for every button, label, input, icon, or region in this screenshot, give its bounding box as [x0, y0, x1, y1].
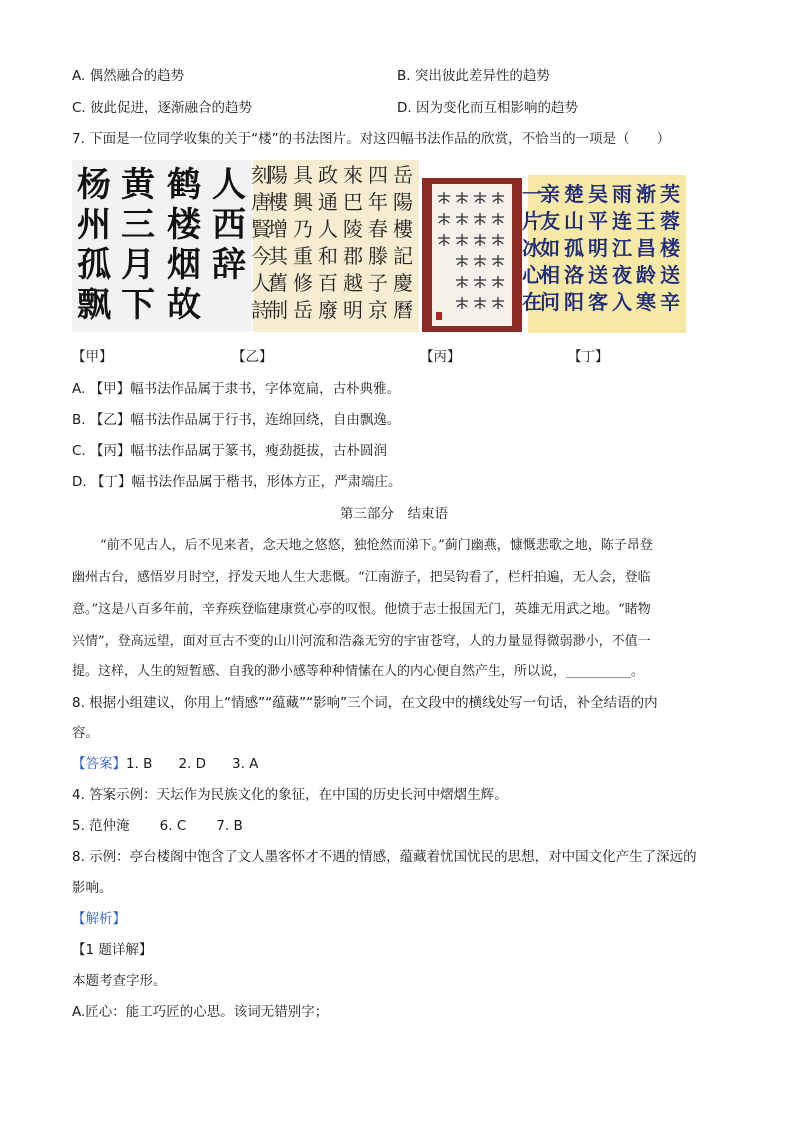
- calligraphy-char: 王: [636, 209, 656, 233]
- seal-glyph: [474, 297, 486, 309]
- seal-glyph: [492, 213, 504, 225]
- q7-option-c: C. 【丙】幅书法作品属于篆书，瘦劲挺拔，古朴圆润: [72, 443, 388, 459]
- calligraphy-ding-image: [522, 175, 686, 333]
- calligraphy-char: 飘: [77, 285, 111, 325]
- calligraphy-char: 春: [368, 217, 388, 241]
- q7-stem: 7. 下面是一位同学收集的关于“楼”的书法图片。对这四幅书法作品的欣赏，不恰当的一项是（ ）: [72, 131, 671, 147]
- calligraphy-char: 具: [293, 163, 313, 187]
- answer-3: 3. A: [232, 756, 259, 772]
- part3-para-line: 意。”这是八百多年前，辛弃疾登临建康赏心亭的叹恨。他愤于志士报国无门，英雄无用武之地。“睹物: [72, 602, 651, 617]
- part3-para-line: [72, 663, 644, 681]
- calligraphy-char: 寒: [636, 290, 656, 314]
- q7-option-d: D. 【丁】幅书法作品属于楷书，形体方正，严肃端庄。: [72, 474, 402, 490]
- q6-option-b: B. 突出彼此差异性的趋势: [397, 68, 550, 84]
- calligraphy-char: 辞: [212, 245, 246, 285]
- seal-glyph: [474, 234, 486, 246]
- q7-option-a: A. 【甲】幅书法作品属于隶书，字体宽扁，古朴典雅。: [72, 381, 401, 397]
- seal-glyph: [456, 276, 468, 288]
- seal-glyph: [456, 213, 468, 225]
- answer-7: 7. B: [216, 818, 243, 834]
- calligraphy-char: 鹤: [167, 165, 201, 205]
- calligraphy-char: 送: [588, 263, 608, 287]
- label-yi: 【乙】: [232, 349, 273, 365]
- calligraphy-char: 西: [212, 205, 246, 245]
- part3-para-line: 幽州古台，感悟岁月时空，抒发天地人生大悲慨。“江南游子，把吴钩看了，栏杆拍遍，无人会，登临: [72, 570, 651, 585]
- seal-glyph: [438, 234, 450, 246]
- analysis-tag: 【解析】: [72, 911, 126, 927]
- calligraphy-char: 亲: [540, 182, 560, 206]
- calligraphy-char: 三: [121, 205, 155, 245]
- calligraphy-char: 越: [343, 271, 363, 295]
- calligraphy-char: 平: [588, 209, 608, 233]
- calligraphy-char: 芙: [660, 182, 680, 206]
- calligraphy-char: 吴: [588, 182, 608, 206]
- q7-option-b: B. 【乙】幅书法作品属于行书，连绵回绕，自由飘逸。: [72, 412, 401, 428]
- calligraphy-char: 人: [251, 271, 271, 295]
- calligraphy-char: 岳: [293, 298, 313, 322]
- calligraphy-char: 重: [293, 244, 313, 268]
- seal-glyph: [492, 297, 504, 309]
- calligraphy-char: 州: [77, 205, 111, 245]
- calligraphy-char: 故: [167, 285, 201, 325]
- calligraphy-char: 辛: [660, 290, 680, 314]
- answer-2: 2. D: [178, 756, 207, 772]
- answer-6: 6. C: [159, 818, 187, 834]
- part3-para-text: 提。这样，人生的短暂感、自我的渺小感等种种情愫在人的内心便自然产生，所以说，: [72, 664, 567, 679]
- calligraphy-char: 政: [318, 163, 338, 187]
- calligraphy-char: 下: [121, 285, 155, 325]
- calligraphy-char: 乃: [293, 217, 313, 241]
- calligraphy-char: 洛: [564, 263, 584, 287]
- answer-1: 1. B: [126, 756, 153, 772]
- answer-row-1: [72, 755, 258, 773]
- answer-8-line2: 影响。: [72, 880, 113, 896]
- calligraphy-char: 記: [393, 244, 413, 268]
- calligraphy-char: 入: [612, 290, 632, 314]
- analysis-q1-intro: 本题考查字形。: [72, 973, 167, 989]
- q6-option-a: A. 偶然融合的趋势: [72, 68, 185, 84]
- calligraphy-char: 今: [251, 244, 271, 268]
- calligraphy-char: 陽: [393, 190, 413, 214]
- calligraphy-char: 一: [522, 182, 542, 206]
- seal-glyph: [474, 255, 486, 267]
- part3-heading: 第三部分 结束语: [340, 506, 448, 522]
- calligraphy-char: 友: [540, 209, 560, 233]
- calligraphy-char: 黄: [121, 165, 155, 205]
- calligraphy-char: 修: [293, 271, 313, 295]
- calligraphy-char: 舊: [268, 271, 288, 295]
- calligraphy-char: 孤: [77, 245, 111, 285]
- red-seal-stamp: [436, 312, 442, 320]
- calligraphy-char: 雨: [612, 182, 632, 206]
- calligraphy-char: 四: [368, 163, 388, 187]
- answer-8-line1: 8. 示例：亭台楼阁中饱含了文人墨客怀才不遇的情感，蕴藏着忧国忧民的思想，对中国文化产生了深远的: [72, 849, 697, 865]
- part3-blank: __________。: [566, 664, 645, 679]
- calligraphy-char: 慶: [393, 271, 413, 295]
- seal-glyph: [456, 255, 468, 267]
- answer-4: 4. 答案示例：天坛作为民族文化的象征，在中国的历史长河中熠熠生辉。: [72, 787, 508, 803]
- calligraphy-ding-svg: [522, 175, 686, 333]
- calligraphy-char: 岳: [393, 163, 413, 187]
- seal-glyph: [456, 297, 468, 309]
- calligraphy-char: 问: [540, 290, 560, 314]
- calligraphy-char: 興: [293, 190, 313, 214]
- answer-row-5: [72, 817, 243, 835]
- calligraphy-char: 賢: [251, 217, 271, 241]
- calligraphy-char: 杨: [77, 165, 111, 205]
- calligraphy-char: 唐: [251, 190, 271, 214]
- answer-tag: 【答案】: [72, 756, 126, 772]
- calligraphy-char: 子: [368, 271, 388, 295]
- calligraphy-char: 心: [522, 263, 542, 287]
- calligraphy-char: 年: [368, 190, 388, 214]
- calligraphy-char: 龄: [636, 263, 656, 287]
- seal-glyph: [438, 213, 450, 225]
- calligraphy-char: 巴: [343, 190, 363, 214]
- label-ding: 【丁】: [568, 349, 609, 365]
- calligraphy-char: 陵: [343, 217, 363, 241]
- calligraphy-char: 明: [588, 236, 608, 260]
- calligraphy-char: 京: [368, 298, 388, 322]
- q6-option-d: D. 因为变化而互相影响的趋势: [397, 100, 578, 116]
- calligraphy-char: 楼: [660, 236, 680, 260]
- calligraphy-char: 楼: [167, 205, 201, 245]
- calligraphy-char: 烟: [167, 245, 201, 285]
- calligraphy-char: 客: [588, 290, 608, 314]
- calligraphy-char: 曆: [393, 298, 413, 322]
- calligraphy-char: 樓: [393, 217, 413, 241]
- q6-option-c: C. 彼此促进，逐渐融合的趋势: [72, 100, 253, 116]
- seal-glyph: [474, 192, 486, 204]
- calligraphy-char: 片: [522, 209, 542, 233]
- calligraphy-char: 夜: [612, 263, 632, 287]
- calligraphy-char: 楚: [564, 182, 584, 206]
- calligraphy-char: 滕: [368, 244, 388, 268]
- seal-glyph: [456, 192, 468, 204]
- analysis-q1-a: A.匠心：能工巧匠的心思。该词无错别字；: [72, 1004, 329, 1020]
- calligraphy-char: 昌: [636, 236, 656, 260]
- calligraphy-char: 阳: [564, 290, 584, 314]
- calligraphy-char: 來: [343, 163, 363, 187]
- calligraphy-char: 渐: [636, 182, 656, 206]
- calligraphy-char: 制: [268, 298, 288, 322]
- calligraphy-bing-svg: [432, 184, 512, 326]
- label-jia: 【甲】: [72, 349, 113, 365]
- calligraphy-char: 詩: [251, 298, 271, 322]
- calligraphy-char: 月: [121, 245, 155, 285]
- calligraphy-char: 蓉: [660, 209, 680, 233]
- calligraphy-char: 山: [564, 209, 584, 233]
- calligraphy-char: 如: [540, 236, 560, 260]
- calligraphy-char: 百: [318, 271, 338, 295]
- calligraphy-yi-image: [253, 160, 419, 332]
- calligraphy-char: 连: [612, 209, 632, 233]
- calligraphy-char: 郡: [343, 244, 363, 268]
- seal-glyph: [492, 234, 504, 246]
- seal-glyph: [456, 234, 468, 246]
- part3-para-line: 兴情”，登高远望，面对亘古不变的山川河流和浩淼无穷的宇宙苍穹，人的力量显得微弱渺小，不值一: [72, 634, 651, 649]
- calligraphy-char: 廢: [318, 298, 338, 322]
- answer-5: 5. 范仲淹: [72, 818, 130, 834]
- seal-glyph: [492, 255, 504, 267]
- calligraphy-char: 增: [268, 217, 288, 241]
- calligraphy-char: 在: [522, 290, 542, 314]
- label-bing: 【丙】: [420, 349, 461, 365]
- seal-glyph: [492, 276, 504, 288]
- calligraphy-char: 相: [540, 263, 560, 287]
- calligraphy-char: 通: [318, 190, 338, 214]
- calligraphy-char: 送: [660, 263, 680, 287]
- calligraphy-yi-svg: [253, 160, 419, 332]
- part3-para-line: “前不见古人，后不见来者，念天地之悠悠，独怆然而涕下。”蓟门幽燕，慷慨悲歌之地，陈子昂登: [100, 538, 653, 553]
- calligraphy-char: 江: [612, 236, 632, 260]
- calligraphy-jia-image: [72, 160, 252, 332]
- analysis-q1-heading: 【1 题详解】: [72, 942, 153, 958]
- calligraphy-char: 明: [343, 298, 363, 322]
- seal-glyph: [438, 192, 450, 204]
- calligraphy-char: 其: [268, 244, 288, 268]
- calligraphy-jia-svg: [72, 160, 252, 332]
- calligraphy-char: 冰: [522, 236, 542, 260]
- q8-stem-line1: 8. 根据小组建议，你用上“情感”“蕴藏”“影响”三个词，在文段中的横线处写一句话，补全结语的内: [72, 695, 658, 711]
- q8-stem-line2: 容。: [72, 725, 99, 741]
- calligraphy-char: 人: [318, 217, 338, 241]
- seal-glyph: [474, 213, 486, 225]
- calligraphy-char: 孤: [564, 236, 584, 260]
- calligraphy-char: 陽: [268, 163, 288, 187]
- seal-glyph: [474, 276, 486, 288]
- calligraphy-bing-image: [422, 178, 522, 332]
- calligraphy-char: 刻: [251, 163, 271, 187]
- calligraphy-char: 樓: [268, 190, 288, 214]
- seal-glyph: [492, 192, 504, 204]
- calligraphy-char: 人: [212, 165, 246, 205]
- calligraphy-char: 和: [318, 244, 338, 268]
